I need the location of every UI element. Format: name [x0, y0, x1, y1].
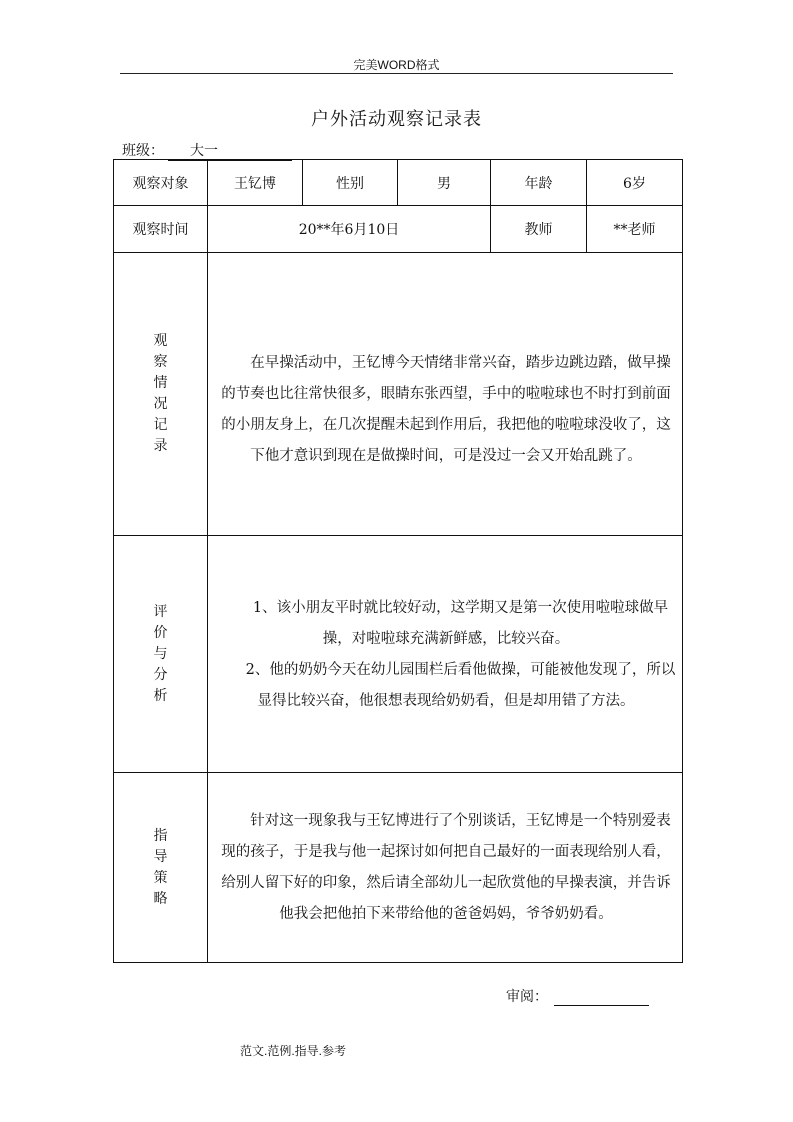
- age-value: 6岁: [587, 160, 683, 206]
- table-row: [114, 536, 683, 773]
- page-title: 户外活动观察记录表: [311, 109, 482, 130]
- table-row: [114, 160, 683, 206]
- observation-text: 在早操活动中，王钇博今天情绪非常兴奋，踏步边跳边踏，做早操的节奏也比往常快很多，眼睛东张西望，手中的啦啦球也不时打到前面的小朋友身上，在几次提醒未起到作用后，我把他的啦啦球没收了，这下他才意识到现在是做操时间，可是没过一会又开始乱跳了。: [221, 355, 671, 464]
- class-label: 班级：: [122, 143, 164, 159]
- teacher-value: **老师: [587, 206, 683, 253]
- observation-table: [113, 159, 683, 963]
- review-signature-line: [554, 991, 649, 1006]
- table-row: [114, 773, 683, 963]
- subject-label: 观察对象: [114, 160, 208, 206]
- age-label: 年龄: [491, 160, 587, 206]
- analysis-content: [208, 536, 683, 773]
- review-label: 审阅：: [506, 989, 548, 1005]
- page-footer: 范文.范例.指导.参考: [240, 1044, 347, 1058]
- review-signature: [506, 986, 649, 1006]
- gender-label: 性别: [303, 160, 398, 206]
- table-row: [114, 206, 683, 253]
- time-value: 20**年6月10日: [208, 206, 491, 253]
- page-header: 完美WORD格式: [353, 58, 440, 72]
- strategy-content: [208, 773, 683, 963]
- teacher-label: 教师: [491, 206, 587, 253]
- subject-value: 王钇博: [208, 160, 303, 206]
- table-row: [114, 253, 683, 536]
- observation-label: 观 察 情 况 记 录: [114, 253, 208, 536]
- class-value: 大一: [168, 140, 292, 161]
- analysis-label: 评 价 与 分 析: [114, 536, 208, 773]
- strategy-label: 指 导 策 略: [114, 773, 208, 963]
- time-label: 观察时间: [114, 206, 208, 253]
- header-divider: [120, 73, 673, 74]
- analysis-paragraph-1: 1、该小朋友平时就比较好动，这学期又是第一次使用啦啦球做早操，对啦啦球充满新鲜感，比较兴奋。: [252, 599, 669, 647]
- class-info: [122, 140, 292, 161]
- gender-value: 男: [398, 160, 491, 206]
- observation-record: [208, 253, 683, 536]
- analysis-paragraph-2: 2、他的奶奶今天在幼儿园围栏后看他做操，可能被他发现了，所以显得比较兴奋，他很想表现给奶奶看，但是却用错了方法。: [245, 661, 676, 709]
- strategy-text: 针对这一现象我与王钇博进行了个别谈话，王钇博是一个特别爱表现的孩子，于是我与他一起探讨如何把自己最好的一面表现给别人看，给别人留下好的印象，然后请全部幼儿一起欣赏他的早操表演，并告诉他我会把他拍下来带给他的爸爸妈妈，爷爷奶奶看。: [221, 813, 671, 922]
